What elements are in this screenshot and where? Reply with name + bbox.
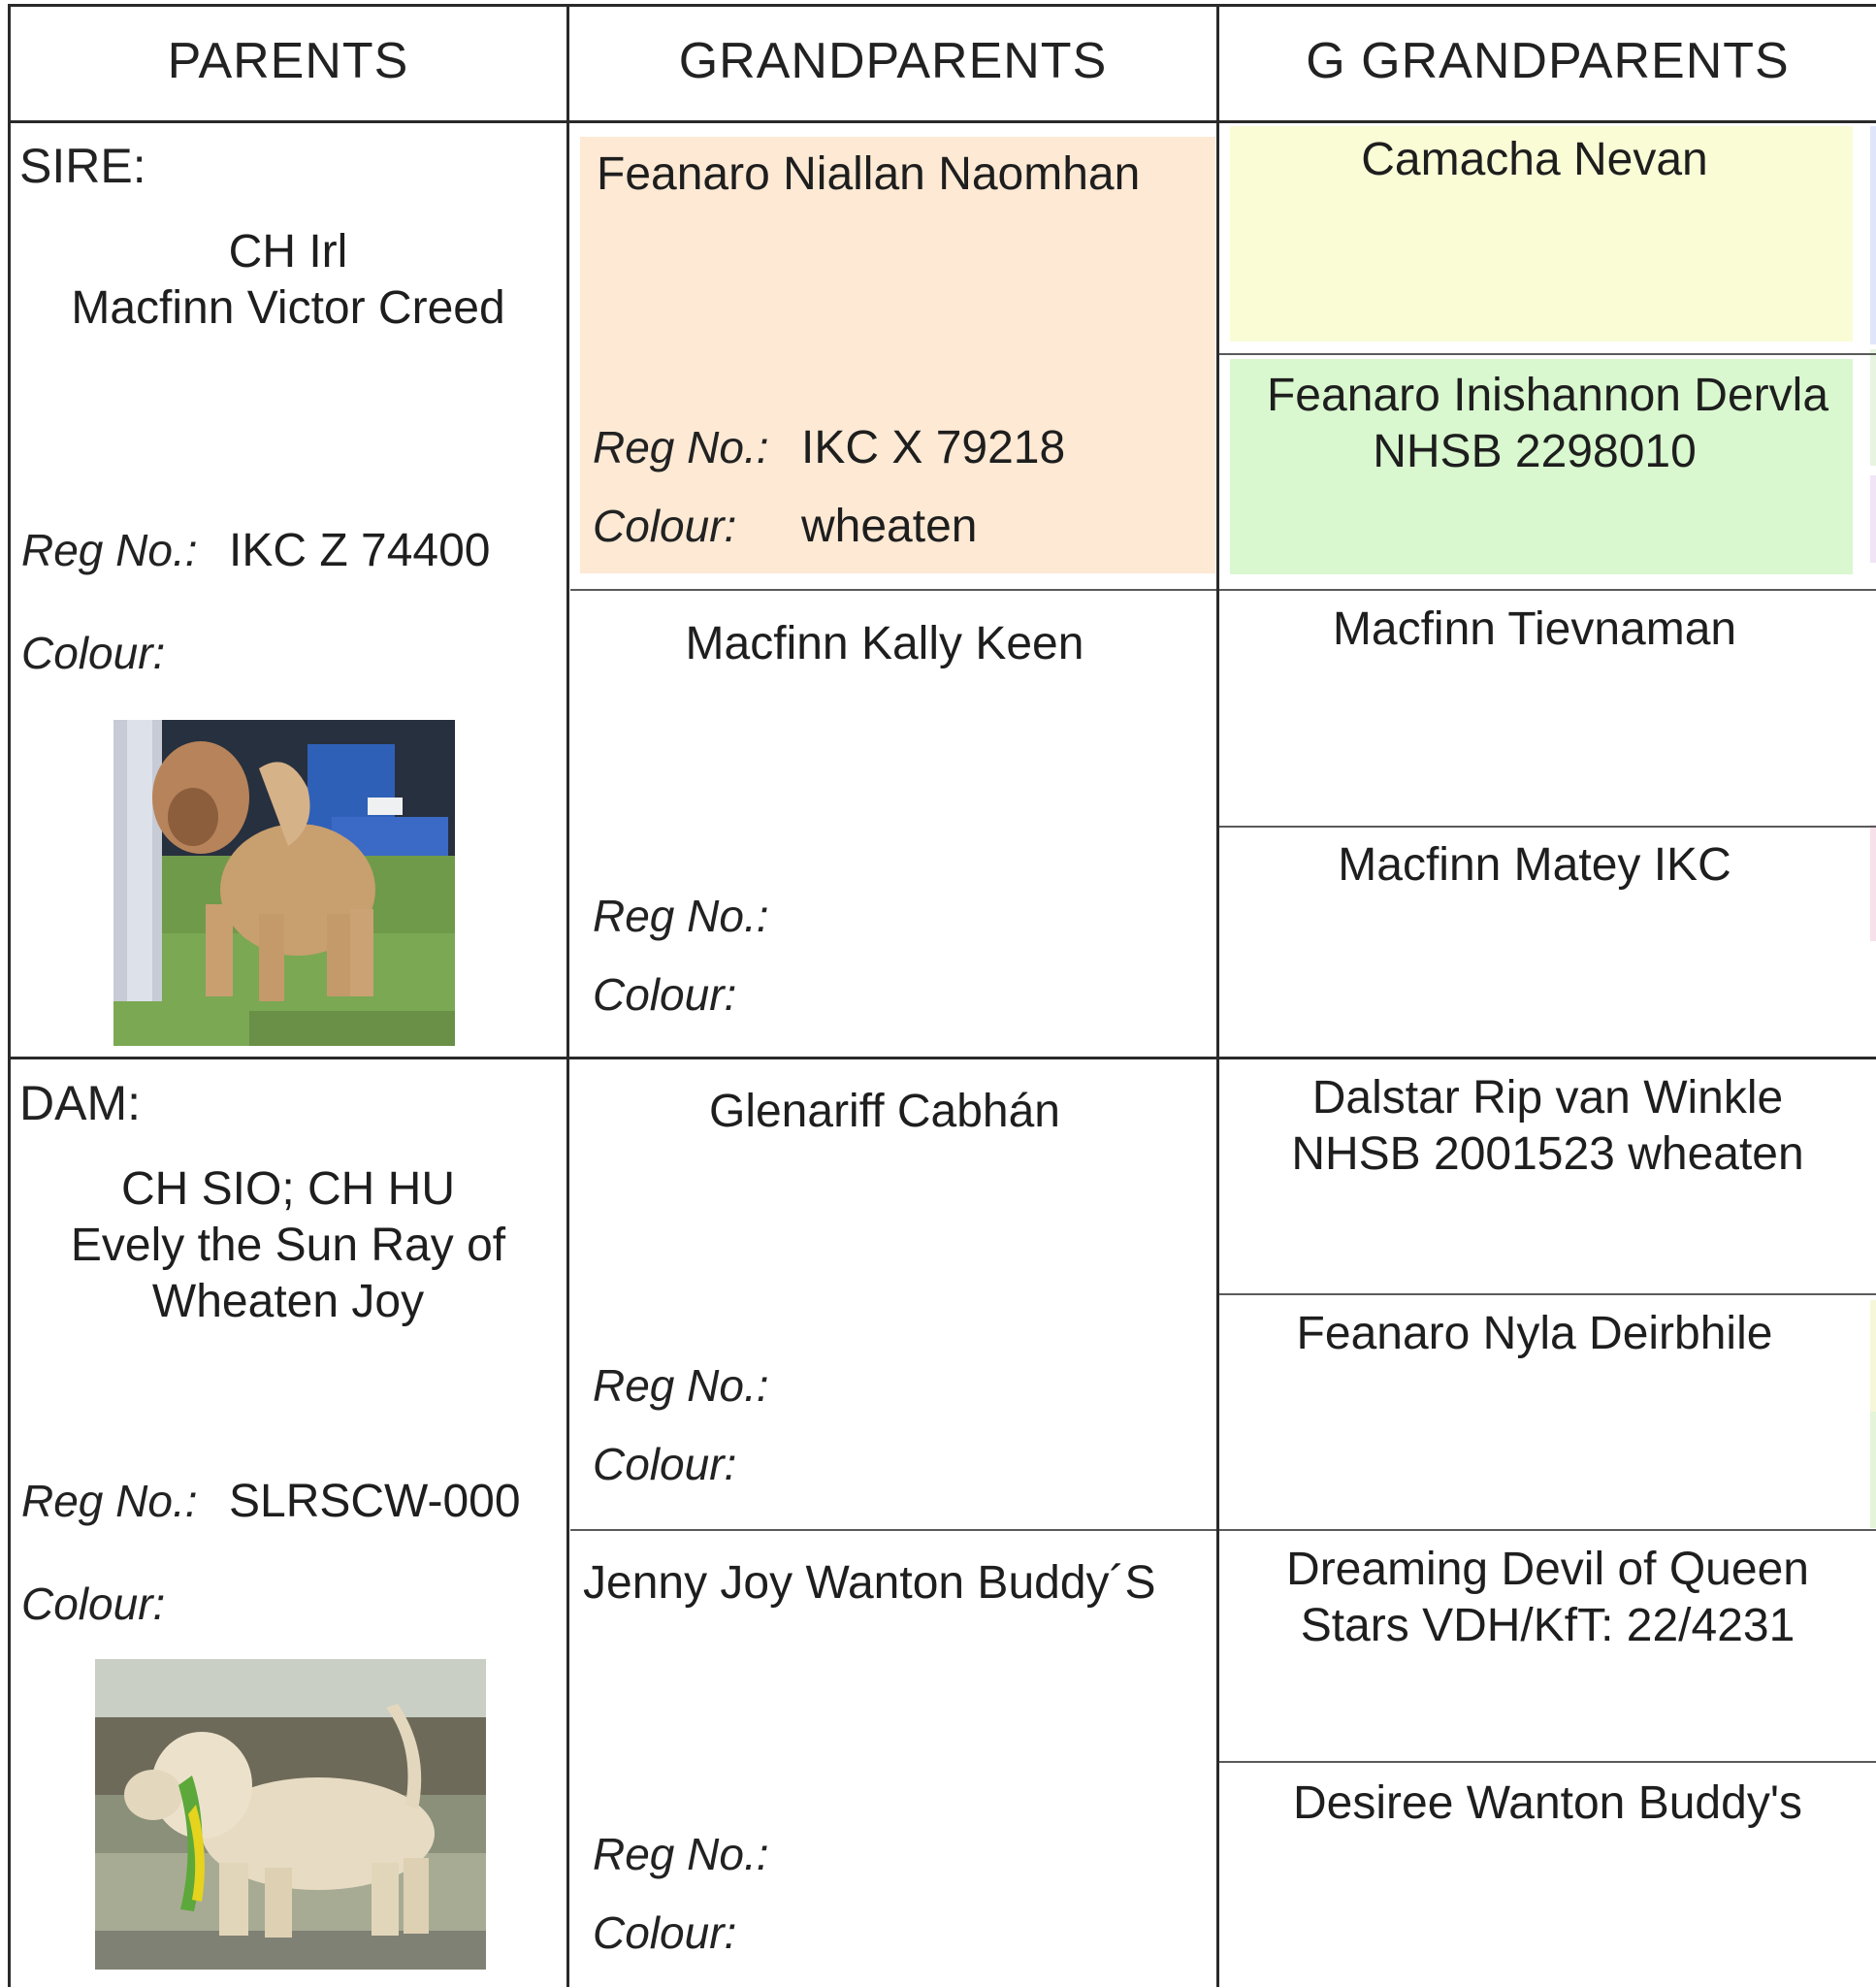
grandparent-divider-1	[570, 589, 1218, 591]
ggp-8-line-1: Desiree Wanton Buddy's	[1293, 1777, 1802, 1829]
grandparent-1-reg-label: Reg No.:	[593, 422, 769, 472]
ggp-2-line-1: Feanaro Inishannon Dervla	[1266, 370, 1829, 421]
sire-role-label: SIRE:	[19, 139, 146, 193]
edge-strip	[1870, 1300, 1876, 1417]
header-parents: PARENTS	[167, 33, 409, 89]
column-divider-1	[566, 4, 569, 1987]
ggp-7-line-1: Dreaming Devil of Queen	[1286, 1544, 1809, 1595]
grandparent-4-colour-label: Colour:	[593, 1907, 737, 1958]
ggp-divider-3	[1218, 826, 1876, 828]
dam-name-line-2: Wheaten Joy	[151, 1276, 425, 1327]
grandparent-1-reg-value: IKC X 79218	[801, 422, 1066, 473]
header-g-grandparents: G GRANDPARENTS	[1306, 33, 1790, 89]
grandparent-divider-2	[570, 1529, 1218, 1531]
edge-strip	[1870, 126, 1876, 344]
ggp-3-line-1: Macfinn Tievnaman	[1332, 603, 1737, 655]
ggp-2-line-2: NHSB 2298010	[1373, 426, 1697, 477]
edge-strip	[1870, 1412, 1876, 1528]
dam-role-label: DAM:	[19, 1076, 141, 1130]
dam-reg-value: SLRSCW-000	[229, 1476, 521, 1527]
dam-name-line-1: Evely the Sun Ray of	[70, 1220, 506, 1271]
ggp-divider-6	[1218, 1761, 1876, 1763]
grandparent-1-name: Feanaro Niallan Naomhan	[597, 148, 1141, 200]
sire-reg-value: IKC Z 74400	[229, 525, 491, 576]
grandparent-1-colour-value: wheaten	[801, 501, 978, 552]
grandparent-2-name: Macfinn Kally Keen	[685, 618, 1084, 669]
grandparent-2-reg-label: Reg No.:	[593, 891, 769, 941]
sire-name: Macfinn Victor Creed	[71, 282, 505, 334]
dam-title: CH SIO; CH HU	[120, 1163, 455, 1215]
grandparent-2-colour-label: Colour:	[593, 969, 737, 1020]
edge-strip	[1870, 825, 1876, 941]
ggp-divider-1	[1218, 353, 1876, 355]
ggp-5-line-1: Dalstar Rip van Winkle	[1311, 1072, 1784, 1124]
grandparent-3-name: Glenariff Cabhán	[708, 1086, 1060, 1137]
sire-photo	[113, 720, 455, 1046]
ggp-6-line-1: Feanaro Nyla Deirbhile	[1296, 1308, 1773, 1359]
sire-reg-label: Reg No.:	[21, 525, 198, 575]
grandparent-3-colour-label: Colour:	[593, 1439, 737, 1489]
grandparent-4-name: Jenny Joy Wanton Buddy´S	[583, 1557, 1156, 1609]
ggp-divider-2	[1218, 589, 1876, 591]
ggp-divider-5	[1218, 1529, 1876, 1531]
sire-title: CH Irl	[228, 226, 348, 277]
ggp-divider-4	[1218, 1293, 1876, 1295]
ggp-1-line-1: Camacha Nevan	[1361, 134, 1708, 185]
sire-colour-label: Colour:	[21, 628, 166, 678]
grandparent-3-reg-label: Reg No.:	[593, 1360, 769, 1411]
ggp-4-line-1: Macfinn Matey IKC	[1338, 839, 1731, 891]
column-divider-2	[1216, 4, 1219, 1987]
grandparent-1-colour-label: Colour:	[593, 501, 737, 551]
header-grandparents: GRANDPARENTS	[678, 33, 1108, 89]
ggp-5-line-2: NHSB 2001523 wheaten	[1291, 1128, 1804, 1180]
dam-reg-label: Reg No.:	[21, 1476, 198, 1526]
edge-strip	[1870, 475, 1876, 563]
ggp-7-line-2: Stars VDH/KfT: 22/4231	[1300, 1600, 1795, 1651]
dam-colour-label: Colour:	[21, 1579, 166, 1629]
grandparent-4-reg-label: Reg No.:	[593, 1829, 769, 1879]
sire-dam-divider	[8, 1057, 1876, 1059]
dam-photo	[95, 1659, 486, 1970]
